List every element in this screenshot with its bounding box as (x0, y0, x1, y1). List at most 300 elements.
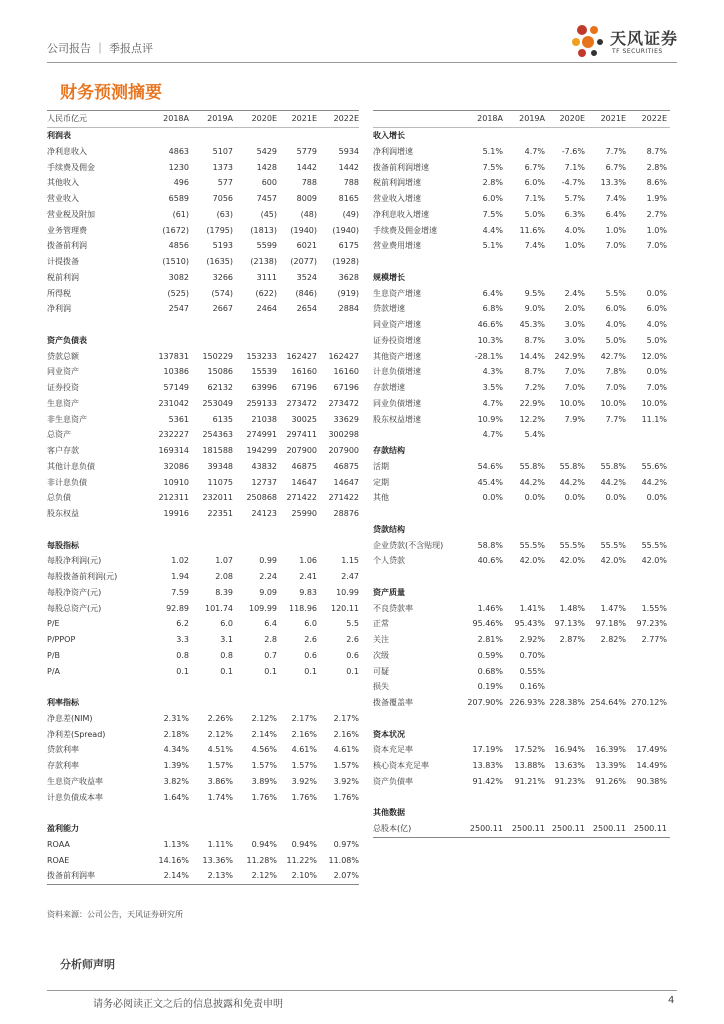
row-label: 每股拨备前利润(元) (47, 572, 118, 581)
table-cell: 0.1 (176, 666, 189, 676)
section-header-row (373, 128, 670, 144)
table-cell: 5.1% (482, 146, 503, 156)
table-row (373, 207, 670, 223)
table-cell: 2500.11 (633, 824, 667, 833)
table-cell: 6.7% (605, 162, 626, 172)
table-cell: 5361 (168, 414, 189, 424)
table-cell: (1635) (206, 257, 233, 266)
row-label: 总股本(亿) (373, 824, 412, 833)
table-cell: 231042 (158, 398, 189, 408)
table-cell: 17.19% (472, 745, 503, 755)
table-cell: 9.83 (299, 587, 317, 597)
row-label: 每股净利润(元) (47, 556, 102, 566)
row-label: 核心资本充足率 (373, 761, 429, 770)
table-cell: 0.19% (477, 682, 503, 692)
table-cell: 2.14% (251, 729, 277, 739)
table-row (373, 601, 670, 617)
row-label: 业务管理费 (47, 225, 87, 235)
table-cell: 13.36% (202, 855, 233, 865)
table-row (47, 427, 359, 443)
table-cell: 5.0% (646, 335, 667, 345)
section-label: 利率指标 (47, 698, 79, 707)
table-cell: 2464 (256, 304, 277, 314)
row-label: 同业负债增速 (373, 398, 421, 408)
table-row (373, 427, 670, 443)
table-cell: 5.4% (524, 430, 545, 440)
table-cell: 0.0% (524, 493, 545, 503)
row-label: 拨备前利润增速 (373, 162, 429, 172)
table-row (47, 868, 359, 884)
table-cell: 2500.11 (551, 824, 585, 833)
table-row (373, 632, 670, 648)
table-row (373, 223, 670, 239)
row-label: 计提拨备 (47, 257, 79, 266)
column-header: 2020E (559, 114, 585, 123)
table-cell: 92.89 (166, 603, 189, 613)
table-row (47, 475, 359, 491)
table-cell: 97.18% (595, 619, 626, 629)
table-cell: 5.1% (482, 241, 503, 251)
table-cell: 13.3% (600, 178, 626, 188)
table-cell: 273472 (286, 398, 317, 408)
table-cell: 3628 (338, 272, 359, 282)
table-cell: 0.7 (264, 650, 277, 660)
table-row (47, 569, 359, 585)
table-cell: 1.57% (291, 761, 317, 770)
table-cell: 10.0% (559, 398, 585, 408)
table-cell: 16.94% (554, 745, 585, 755)
table-cell: 0.94% (251, 839, 277, 849)
table-row (47, 853, 359, 869)
table-header-row (373, 111, 670, 127)
row-label: ROAA (47, 839, 70, 849)
table-cell: 2.81% (477, 635, 503, 644)
table-cell: 4.7% (524, 146, 545, 156)
row-label: P/PPOP (47, 635, 76, 644)
table-row (47, 758, 359, 774)
row-label: 总资产 (47, 430, 71, 440)
table-cell: 259133 (246, 398, 277, 408)
table-cell: 46875 (333, 461, 359, 471)
table-cell: 32086 (163, 461, 189, 471)
table-cell: 2500.11 (511, 824, 545, 833)
table-cell: (63) (216, 209, 233, 219)
table-cell: 162427 (328, 351, 359, 361)
table-cell: 254.64% (590, 698, 626, 707)
table-cell: 3.5% (482, 383, 503, 392)
table-cell: 2.10% (291, 871, 317, 881)
table-cell: 55.5% (641, 540, 667, 550)
table-row (47, 711, 359, 727)
table-cell: 4863 (168, 146, 189, 156)
table-cell: 5107 (212, 146, 233, 156)
table-cell: 5934 (338, 146, 359, 156)
footer-disclaimer: 请务必阅读正文之后的信息披露和免责申明 (93, 999, 283, 1010)
table-cell: 1.48% (559, 603, 585, 613)
table-cell: 1.39% (163, 761, 189, 770)
table-cell: (525) (167, 288, 189, 298)
header-divider (47, 62, 677, 63)
table-row (47, 443, 359, 459)
table-cell: 212311 (158, 493, 189, 503)
table-cell: 67196 (291, 383, 317, 392)
table-cell: 1.76% (333, 792, 359, 802)
table-row (47, 286, 359, 302)
row-label: 活期 (373, 461, 389, 471)
table-cell: 5599 (256, 241, 277, 251)
table-cell: 253049 (202, 398, 233, 408)
table-cell: 12.2% (519, 414, 545, 424)
table-cell: 2.17% (333, 713, 359, 723)
logo-text-en: TF SECURITIES (612, 48, 663, 55)
row-label: 同业资产增速 (373, 320, 421, 329)
row-label: 股东权益增速 (373, 414, 421, 424)
table-cell: 207.90% (467, 698, 503, 707)
column-header: 2022E (333, 114, 359, 123)
table-cell: 11.22% (286, 855, 317, 865)
table-row (373, 679, 670, 695)
column-header: 2019A (207, 114, 233, 123)
row-label: 净利息收入 (47, 146, 87, 156)
table-cell: 4.4% (482, 225, 503, 235)
row-label: 贷款利率 (47, 745, 79, 755)
table-row (373, 175, 670, 191)
table-cell: 7.9% (564, 414, 585, 424)
analyst-statement-title: 分析师声明 (60, 958, 115, 971)
table-cell: 788 (301, 178, 317, 188)
section-label: 存款结构 (373, 446, 405, 455)
table-cell: 1.55% (641, 603, 667, 613)
table-cell: 273472 (328, 398, 359, 408)
table-cell: 5.0% (524, 209, 545, 219)
table-cell: 4.3% (482, 367, 503, 377)
table-cell: 16.39% (595, 745, 626, 755)
table-cell: 120.11 (331, 603, 359, 613)
table-cell: 254363 (202, 430, 233, 440)
table-cell: 3.0% (564, 320, 585, 329)
table-cell: 5779 (296, 146, 317, 156)
row-label: 净利润 (47, 304, 71, 314)
table-cell: 6.8% (482, 304, 503, 314)
table-cell: 14.16% (158, 855, 189, 865)
table-row (47, 238, 359, 254)
table-cell: 67196 (333, 383, 359, 392)
table-cell: 1.13% (163, 839, 189, 849)
table-cell: 2.24 (259, 572, 277, 581)
table-cell: 7.5% (482, 162, 503, 172)
table-row (373, 191, 670, 207)
section-header-row (47, 128, 359, 144)
table-cell: 6.4% (482, 288, 503, 298)
row-label: 证券投资增速 (373, 335, 421, 345)
table-cell: 0.1 (264, 666, 277, 676)
table-cell: 7.4% (605, 194, 626, 203)
table-cell: 0.68% (477, 666, 503, 676)
table-cell: 3.3 (176, 635, 189, 644)
table-cell: 42.0% (600, 556, 626, 566)
section-title: 财务预测摘要 (60, 83, 162, 103)
table-row (47, 490, 359, 506)
table-cell: (574) (211, 288, 233, 298)
table-cell: (1672) (162, 225, 189, 235)
table-cell: 1.0% (605, 225, 626, 235)
row-label: 证券投资 (47, 383, 79, 392)
column-header: 2020E (251, 114, 277, 123)
spacer-row (47, 805, 359, 821)
table-cell: 15086 (207, 367, 233, 377)
table-cell: 7.5% (482, 209, 503, 219)
table-row (47, 616, 359, 632)
table-cell: 1.47% (600, 603, 626, 613)
table-cell: 0.0% (564, 493, 585, 503)
table-cell: 22351 (207, 509, 233, 518)
row-label: 手续费及佣金增速 (373, 225, 437, 235)
table-cell: 232227 (158, 430, 189, 440)
table-cell: 577 (217, 178, 233, 188)
table-cell: 0.0% (482, 493, 503, 503)
table-cell: 1230 (168, 162, 189, 172)
row-label: 存款利率 (47, 761, 79, 770)
table-row (373, 349, 670, 365)
table-cell: 5.7% (564, 194, 585, 203)
table-cell: 55.6% (641, 461, 667, 471)
row-label: 正常 (373, 619, 389, 629)
table-cell: 40.6% (477, 556, 503, 566)
table-cell: 28876 (333, 509, 359, 518)
table-header-row (47, 111, 359, 127)
table-cell: (1795) (206, 225, 233, 235)
table-cell: (1928) (332, 257, 359, 266)
table-cell: 21038 (251, 414, 277, 424)
row-label: 生息资产增速 (373, 288, 421, 298)
table-cell: 95.46% (472, 619, 503, 629)
row-label: 个人贷款 (373, 556, 405, 566)
table-cell: 153233 (246, 351, 277, 361)
table-cell: 8009 (296, 194, 317, 203)
table-cell: 30025 (291, 414, 317, 424)
row-label: 其他计息负债 (47, 461, 95, 471)
table-cell: 2.41 (299, 572, 317, 581)
table-cell: 11075 (207, 477, 233, 487)
table-cell: 2.13% (207, 871, 233, 881)
table-cell: 0.8 (220, 650, 233, 660)
table-cell: 1.9% (646, 194, 667, 203)
section-label: 其他数据 (373, 808, 405, 818)
row-label: 股东权益 (47, 509, 79, 518)
table-cell: 6.3% (564, 209, 585, 219)
row-label: 其他资产增速 (373, 351, 421, 361)
table-cell: 1.76% (251, 792, 277, 802)
table-cell: 0.16% (519, 682, 545, 692)
table-cell: (2077) (290, 257, 317, 266)
table-cell: 7.1% (524, 194, 545, 203)
table-cell: 162427 (286, 351, 317, 361)
table-cell: 1.0% (564, 241, 585, 251)
section-header-row (373, 805, 670, 821)
company-logo (570, 22, 680, 62)
column-header: 2021E (291, 114, 317, 123)
table-cell: (2138) (250, 257, 277, 266)
table-cell: 2.92% (519, 635, 545, 644)
table-cell: 2.18% (163, 729, 189, 739)
section-label: 资本状况 (373, 729, 405, 739)
table-cell: 1.0% (646, 225, 667, 235)
table-cell: 9.5% (524, 288, 545, 298)
table-cell: 207900 (286, 446, 317, 455)
spacer-row (47, 679, 359, 695)
table-cell: 7.0% (564, 367, 585, 377)
table-cell: 7.0% (605, 383, 626, 392)
table-cell: 62132 (207, 383, 233, 392)
table-cell: 7056 (212, 194, 233, 203)
table-cell: 0.8 (176, 650, 189, 660)
table-cell: 4.0% (646, 320, 667, 329)
table-cell: 270.12% (631, 698, 667, 707)
row-label: 营业税及附加 (47, 209, 95, 219)
table-cell: 5.0% (605, 335, 626, 345)
table-cell: 1.57% (251, 761, 277, 770)
row-label: 资产负债率 (373, 776, 413, 786)
table-cell: 496 (173, 178, 189, 188)
table-cell: 9.0% (524, 304, 545, 314)
table-cell: 45.4% (477, 477, 503, 487)
table-cell: 2.4% (564, 288, 585, 298)
table-cell: 8.7% (524, 367, 545, 377)
table-cell: 14.4% (519, 351, 545, 361)
table-cell: 6175 (338, 241, 359, 251)
table-cell: 14647 (291, 477, 317, 487)
table-cell: 3111 (256, 272, 277, 282)
table-cell: 7.59 (171, 587, 189, 597)
column-header: 2021E (600, 114, 626, 123)
table-cell: 0.99 (259, 556, 277, 566)
table-cell: 2.14% (163, 871, 189, 881)
row-label: 关注 (373, 635, 389, 644)
table-cell: 2.17% (291, 713, 317, 723)
table-cell: 43832 (251, 461, 277, 471)
table-row (373, 553, 670, 569)
table-cell: 1.07 (215, 556, 233, 566)
source-note: 资料来源：公司公告，天风证券研究所 (47, 910, 183, 919)
table-cell: 242.9% (554, 351, 585, 361)
table-cell: 2547 (168, 304, 189, 314)
table-cell: 6.4 (264, 619, 277, 629)
table-cell: 232011 (202, 493, 233, 503)
table-cell: 10386 (163, 367, 189, 377)
table-row (373, 695, 670, 711)
table-cell: 55.5% (600, 540, 626, 550)
table-row (47, 175, 359, 191)
table-cell: 2.12% (207, 729, 233, 739)
table-rule (373, 837, 670, 838)
footer-divider (47, 990, 677, 991)
table-cell: 2.47 (341, 572, 359, 581)
table-cell: 13.88% (514, 761, 545, 770)
table-cell: 58.8% (477, 540, 503, 550)
section-header-row (373, 270, 670, 286)
table-cell: 1.06 (299, 556, 317, 566)
table-cell: 90.38% (636, 776, 667, 786)
table-cell: 226.93% (509, 698, 545, 707)
table-row (47, 601, 359, 617)
table-cell: 1.94 (171, 572, 189, 581)
table-cell: 4.51% (207, 745, 233, 755)
section-header-row (47, 821, 359, 837)
column-header: 2018A (477, 114, 503, 123)
table-cell: 10.0% (600, 398, 626, 408)
table-cell: 33629 (333, 414, 359, 424)
table-cell: 0.70% (519, 650, 545, 660)
table-cell: 3524 (296, 272, 317, 282)
row-label: P/A (47, 666, 60, 676)
table-cell: 0.0% (646, 288, 667, 298)
table-cell: 55.5% (519, 540, 545, 550)
table-cell: 2.26% (207, 713, 233, 723)
row-label: 生息资产 (47, 398, 79, 408)
table-cell: (49) (342, 209, 359, 219)
table-cell: 55.8% (600, 461, 626, 471)
row-label: 手续费及佣金 (47, 162, 95, 172)
table-cell: 7.0% (605, 241, 626, 251)
table-cell: (1510) (162, 257, 189, 266)
section-header-row (47, 333, 359, 349)
table-cell: (919) (337, 288, 359, 298)
table-cell: 5.5% (605, 288, 626, 298)
row-label: 税前利润 (47, 272, 79, 282)
table-cell: 3266 (212, 272, 233, 282)
table-cell: 91.26% (595, 776, 626, 786)
table-cell: 2500.11 (469, 824, 503, 833)
table-cell: 0.94% (291, 839, 317, 849)
column-header: 2018A (163, 114, 189, 123)
table-cell: (61) (172, 209, 189, 219)
table-cell: 0.0% (605, 493, 626, 503)
table-cell: 2.31% (163, 713, 189, 723)
table-cell: (622) (255, 288, 277, 298)
table-cell: 6.0 (220, 619, 233, 629)
table-cell: 10.3% (477, 335, 503, 345)
table-cell: 4.0% (564, 225, 585, 235)
table-cell: 44.2% (519, 477, 545, 487)
table-row (47, 380, 359, 396)
table-cell: 13.63% (554, 761, 585, 770)
table-cell: 6.0% (482, 194, 503, 203)
section-label: 贷款结构 (373, 524, 405, 534)
row-label: 非计息负债 (47, 477, 87, 487)
table-cell: 6.2 (176, 619, 189, 629)
table-cell: 11.28% (246, 855, 277, 865)
table-row (47, 553, 359, 569)
table-cell: 2.16% (291, 729, 317, 739)
row-label: 同业资产 (47, 367, 79, 377)
table-cell: 4.0% (605, 320, 626, 329)
row-label: 净息差(NIM) (47, 713, 93, 723)
row-label: 营业费用增速 (373, 241, 421, 251)
table-cell: 169314 (158, 446, 189, 455)
table-cell: 6.0 (304, 619, 317, 629)
table-cell: 42.0% (559, 556, 585, 566)
table-cell: 1.74% (207, 792, 233, 802)
table-cell: 274991 (246, 430, 277, 440)
table-cell: 7.2% (524, 383, 545, 392)
table-cell: 57149 (163, 383, 189, 392)
table-row (47, 727, 359, 743)
table-cell: 14647 (333, 477, 359, 487)
table-cell: 788 (343, 178, 359, 188)
table-cell: 46875 (291, 461, 317, 471)
spacer-row (373, 569, 670, 585)
table-cell: 42.0% (519, 556, 545, 566)
